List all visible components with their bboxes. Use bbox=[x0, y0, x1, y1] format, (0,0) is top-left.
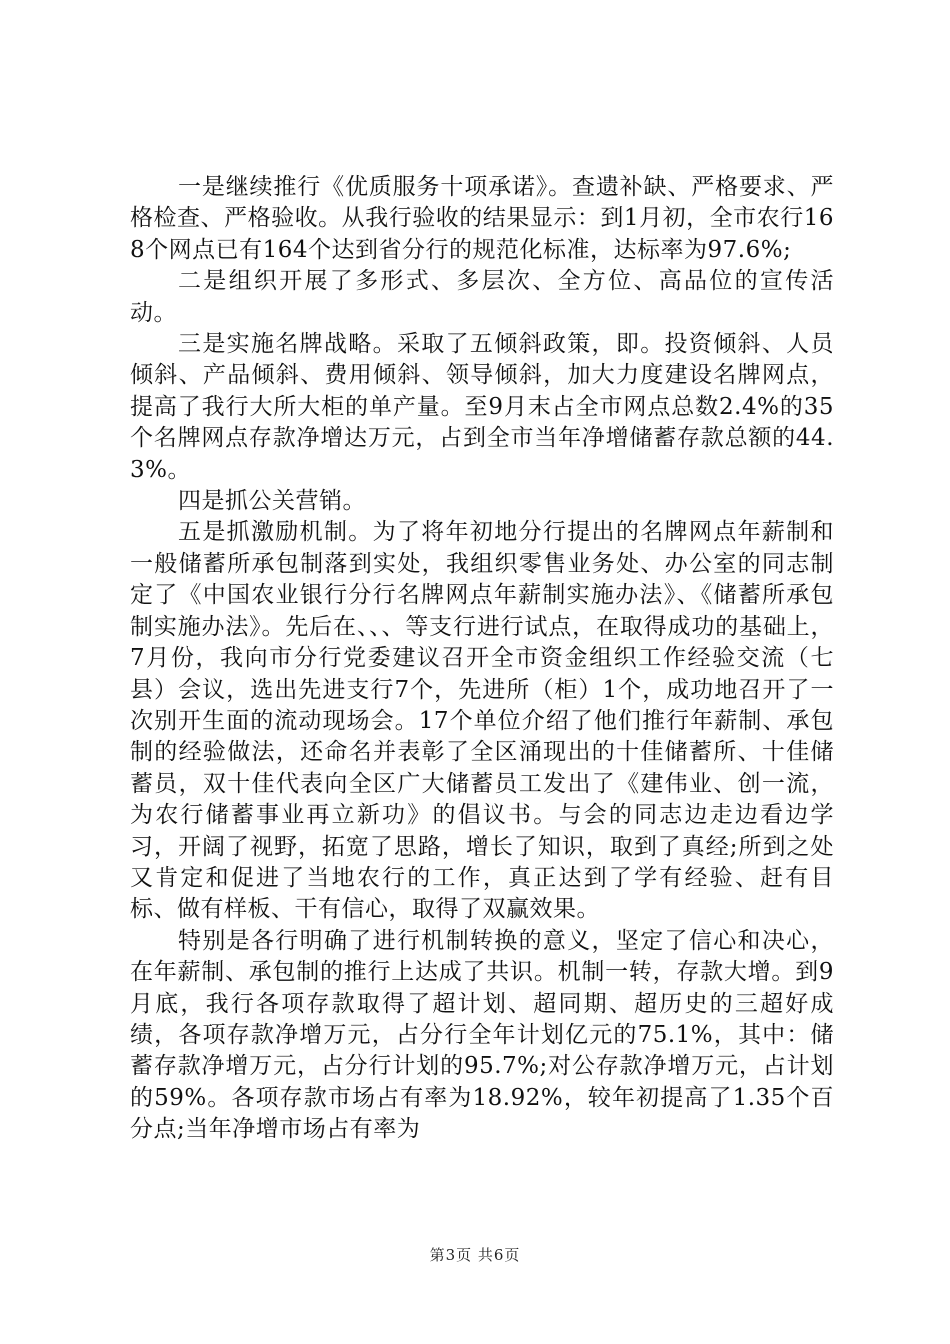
paragraph-2: 二是组织开展了多形式、多层次、全方位、高品位的宣传活动。 bbox=[130, 268, 834, 326]
paragraph-1: 一是继续推行《优质服务十项承诺》。查遗补缺、严格要求、严格检查、严格验收。从我行验收的结果显示：到1月初，全市农行168个网点已有164个达到省分行的规范化标准，达标率为97.6%; bbox=[130, 174, 834, 263]
paragraph-5: 五是抓激励机制。为了将年初地分行提出的名牌网点年薪制和一般储蓄所承包制落到实处，我组织零售业务处、办公室的同志制定了《中国农业银行分行名牌网点年薪制实施办法》、《储蓄所承包制实施办法》。先后在、、、等支行进行试点，在取得成功的基础上，7月份，我向市分行党委建议召开全市资金组织工作经验交流（七县）会议，选出先进支行7个，先进所（柜）1个，成功地召开了一次别开生面的流动现场会。17个单位介绍了他们推行年薪制、承包制的经验做法，还命名并表彰了全区涌现出的十佳储蓄所、十佳储蓄员，双十佳代表向全区广大储蓄员工发出了《建伟业、创一流，为农行储蓄事业再立新功》的倡议书。与会的同志边走边看边学习，开阔了视野，拓宽了思路，增长了知识，取到了真经;所到之处又肯定和促进了当地农行的工作，真正达到了学有经验、赶有目标、做有样板、干有信心，取得了双赢效果。 bbox=[130, 519, 834, 923]
page-number-footer: 第3页 共6页 bbox=[429, 1246, 521, 1264]
paragraph-4: 四是抓公关营销。 bbox=[178, 488, 366, 515]
paragraph-6: 特别是各行明确了进行机制转换的意义，坚定了信心和决心，在年薪制、承包制的推行上达成了共识。机制一转，存款大增。到9月底，我行各项存款取得了超计划、超同期、超历史的三超好成绩，各项存款净增万元，占分行全年计划亿元的75.1%，其中：储蓄存款净增万元，占分行计划的95.7%;对公存款净增万元，占计划的59%。各项存款市场占有率为18.92%，较年初提高了1.35个百分点;当年净增市场占有率为 bbox=[130, 927, 834, 1143]
document-body bbox=[130, 172, 834, 1146]
paragraph-3: 三是实施名牌战略。采取了五倾斜政策，即。投资倾斜、人员倾斜、产品倾斜、费用倾斜、领导倾斜，加大力度建设名牌网点，提高了我行大所大柜的单产量。至9月末占全市网点总数2.4%的35个名牌网点存款净增达万元，占到全市当年净增储蓄存款总额的44.3%。 bbox=[130, 331, 834, 483]
